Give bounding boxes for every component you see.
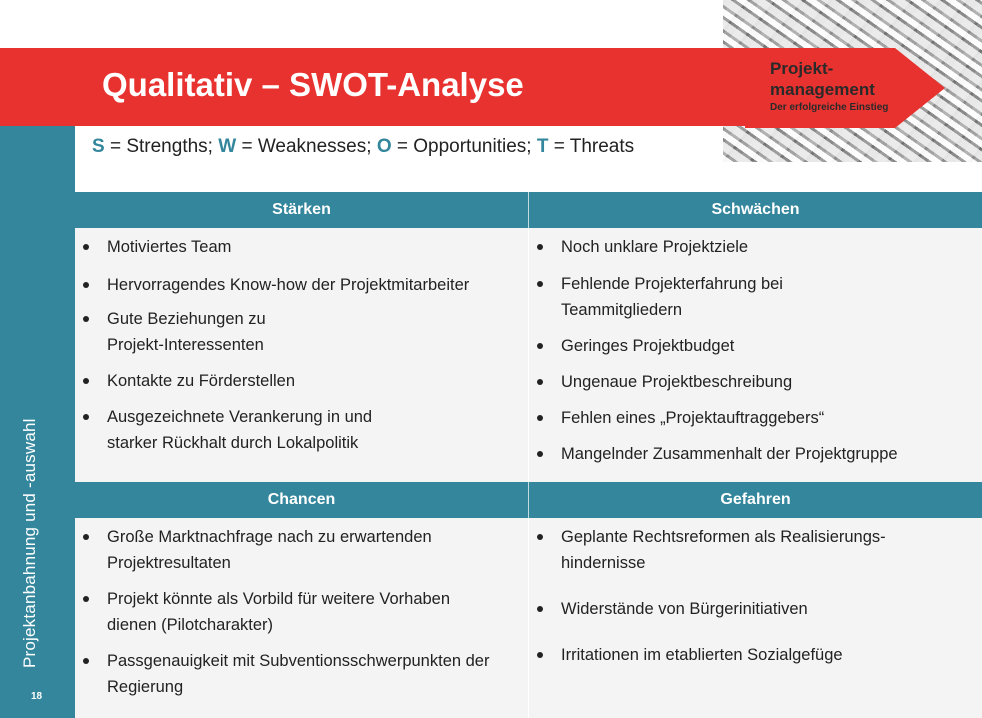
page-title: Qualitativ – SWOT-Analyse — [102, 66, 524, 103]
threat-item: Widerstände von Bürgerinitiativen — [529, 596, 982, 622]
swot-header-row-2 — [75, 482, 982, 518]
weakness-item: Fehlende Projekterfahrung bei Teammitgliedern — [529, 271, 827, 323]
strength-item: Kontakte zu Förderstellen — [75, 368, 528, 394]
threats-cell — [528, 518, 982, 718]
legend-t-text: = Threats — [548, 136, 635, 157]
swot-body-row-1 — [75, 228, 982, 482]
legend-w-text: = Weaknesses; — [236, 136, 377, 157]
legend-t-key: T — [536, 136, 549, 157]
strengths-cell — [75, 228, 528, 482]
weakness-item: Noch unklare Projektziele — [529, 234, 982, 260]
swot-header-row-1 — [75, 192, 982, 228]
legend-o-text: = Opportunities; — [391, 136, 537, 157]
threats-header: Gefahren — [528, 482, 982, 518]
strength-item: Motiviertes Team — [75, 234, 528, 260]
legend-s-text: = Strengths; — [104, 136, 219, 157]
badge-line-3: Der erfolgreiche Einstieg — [770, 102, 889, 113]
weakness-item: Geringes Projektbudget — [529, 333, 982, 359]
legend-o-key: O — [376, 136, 392, 157]
legend-s-key: S — [92, 136, 105, 157]
weakness-item: Mangelnder Zusammenhalt der Projektgruppe — [529, 441, 982, 467]
opportunities-cell — [75, 518, 528, 718]
legend-w-key: W — [218, 136, 237, 157]
book-badge — [770, 58, 888, 116]
strength-item: Gute Beziehungen zu Projekt-Interessenten — [75, 306, 323, 358]
swot-legend — [92, 136, 634, 158]
threat-item: Geplante Rechtsreformen als Realisierungs-hindernisse — [529, 524, 947, 576]
opportunity-item: Passgenauigkeit mit Subventionsschwerpunkten der Regierung — [75, 648, 503, 700]
weakness-item: Ungenaue Projektbeschreibung — [529, 369, 982, 395]
weakness-item: Fehlen eines „Projektauftraggebers“ — [529, 405, 982, 431]
opportunity-item: Projekt könnte als Vorbild für weitere Vorhaben dienen (Pilotcharakter) — [75, 586, 503, 638]
badge-line-2: management — [770, 80, 875, 99]
strength-item: Hervorragendes Know-how der Projektmitarbeiter — [75, 272, 528, 298]
opportunities-header: Chancen — [267, 491, 336, 508]
threat-item: Irritationen im etablierten Sozialgefüge — [529, 642, 982, 668]
weaknesses-cell — [528, 228, 982, 482]
swot-body-row-2 — [75, 518, 982, 718]
strengths-header: Stärken — [272, 201, 331, 218]
weaknesses-header: Schwächen — [528, 192, 982, 228]
strength-item: Ausgezeichnete Verankerung in und starker Rückhalt durch Lokalpolitik — [75, 404, 413, 456]
opportunity-item: Große Marktnachfrage nach zu erwartenden Projektresultaten — [75, 524, 503, 576]
sidebar-section-title: Projektanbahnung und -auswahl — [20, 418, 39, 668]
badge-line-1: Projekt- — [770, 59, 834, 78]
page-number: 18 — [31, 691, 43, 702]
